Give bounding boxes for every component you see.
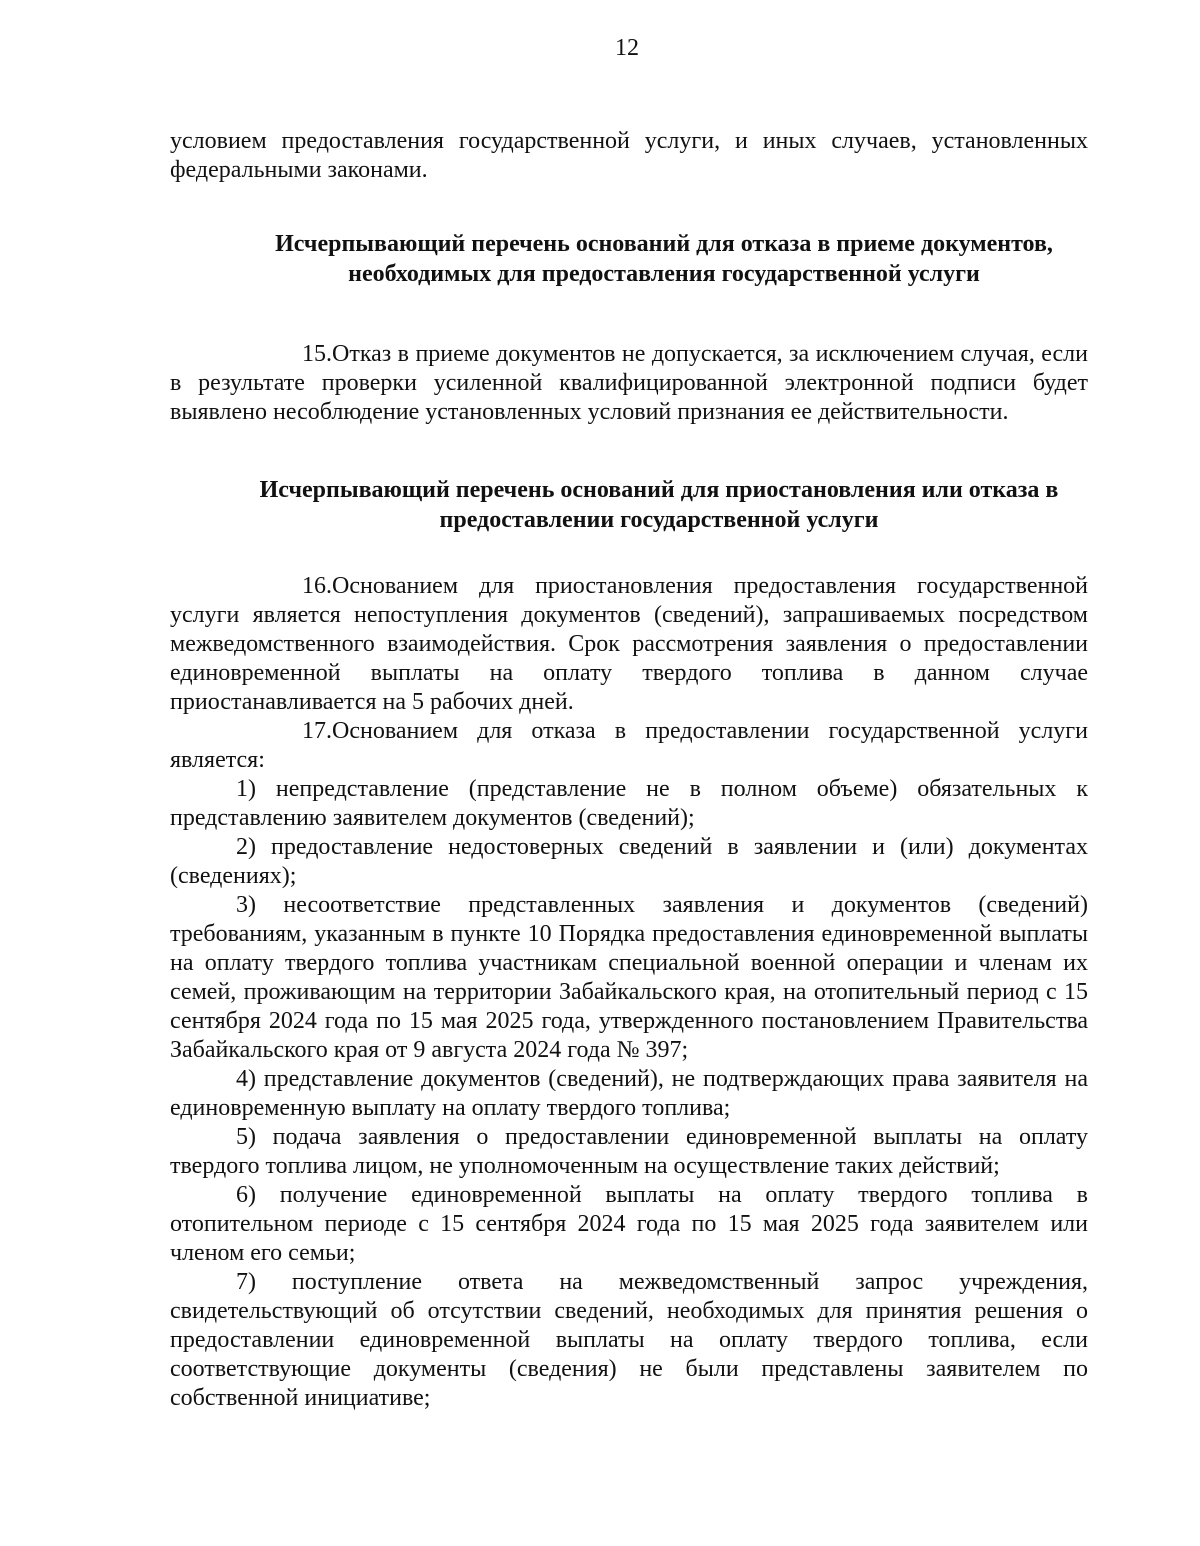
paragraph-15-number: 15.: [302, 341, 332, 367]
subitem-5: 5) подача заявления о предоставлении единовременной выплаты на оплату твердого топлива лицом, не уполномоченным на осуществление таких действий;: [170, 1124, 1088, 1179]
paragraph-16-text: Основанием для приостановления предоставления государственной услуги является непоступления документов (сведений), запрашиваемых посредством межведомственного взаимодействия. Срок рассмотрения заявления о предоставлении единовременной выплаты на оплату твердого топлива в данном случае приостанавливается на 5 рабочих дней.: [170, 573, 1088, 715]
intro-paragraph: условием предоставления государственной услуги, и иных случаев, установленных федеральными законами.: [170, 128, 1088, 183]
paragraph-15: [170, 340, 1088, 427]
paragraph-17: [170, 717, 1088, 775]
paragraph-15-text: Отказ в приеме документов не допускается, за исключением случая, если в результате проверки усиленной квалифицированной электронной подписи будет выявлено несоблюдение установленных условий признания ее действительности.: [170, 341, 1088, 425]
paragraph-16: [170, 572, 1088, 717]
heading-refusal-acceptance: Исчерпывающий перечень оснований для отказа в приеме документов, необходимых для предоставления государственной услуги: [275, 231, 1053, 287]
paragraph-17-number: 17.: [302, 718, 332, 744]
paragraph-17-text: Основанием для отказа в предоставлении государственной услуги является:: [170, 718, 1088, 773]
subitem-6: 6) получение единовременной выплаты на оплату твердого топлива в отопительном периоде с 15 сентября 2024 года по 15 мая 2025 года заявителем или членом его семьи;: [170, 1182, 1088, 1266]
subitem-7: 7) поступление ответа на межведомственный запрос учреждения, свидетельствующий об отсутствии сведений, необходимых для принятия решения о предоставлении единовременной выплаты на оплату твердого топлива, если соответствующие документы (сведения) не были представлены заявителем по собственной инициативе;: [170, 1269, 1088, 1411]
subitem-3: 3) несоответствие представленных заявления и документов (сведений) требованиям, указанным в пункте 10 Порядка предоставления единовременной выплаты на оплату твердого топлива участникам специальной военной операции и членам их семей, проживающим на территории Забайкальского края, на отопительный период с 15 сентября 2024 года по 15 мая 2025 года, утвержденного постановлением Правительства Забайкальского края от 9 августа 2024 года № 397;: [170, 892, 1088, 1063]
paragraph-16-number: 16.: [302, 573, 332, 599]
subitem-2: 2) предоставление недостоверных сведений в заявлении и (или) документах (сведениях);: [170, 834, 1088, 889]
heading-suspension-refusal: Исчерпывающий перечень оснований для приостановления или отказа в предоставлении государственной услуги: [259, 477, 1059, 533]
page-number: 12: [615, 35, 639, 61]
document-body: [170, 127, 1088, 1413]
subitem-1: 1) непредставление (представление не в полном объеме) обязательных к представлению заявителем документов (сведений);: [170, 776, 1088, 831]
subitem-4: 4) представление документов (сведений), не подтверждающих права заявителя на единовременную выплату на оплату твердого топлива;: [170, 1066, 1088, 1121]
